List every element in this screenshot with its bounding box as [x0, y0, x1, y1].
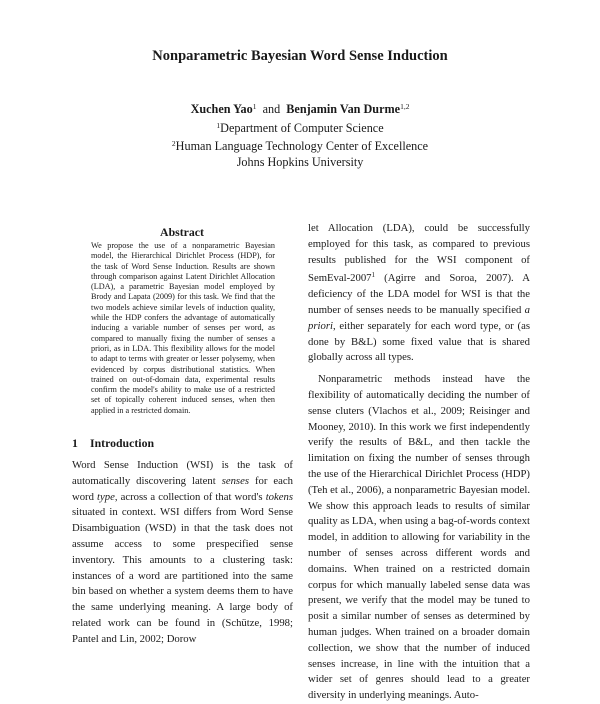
intro-paragraph	[72, 458, 293, 648]
intro-text-run: situated in context. WSI differs from Word Sense Disambiguation (WSD) in that the task does not assume access to some prespecified sense inventory. This amounts to a clustering task: instances of a word are partitioned into the same bin based on whether a system deems them to have the same underlying meaning. A large body of related work can be found in (Schütze, 1998; Pantel and Lin, 2002; Dorow	[72, 506, 293, 645]
abstract-heading: Abstract	[160, 225, 204, 239]
abstract-text: We propose the use of a nonparametric Bayesian model, the Hierarchical Dirichlet Process (HDP), for the task of Word Sense Induction. Results are shown through comparison against Latent Dirichlet Allocation (LDA), a parametric Bayesian model employed by Brody and Lapata (2009) for this task. We find that the two models achieve similar levels of induction quality, while the HDP confers the advantage of automatically inducing a variable number of senses per word, as compared to manually fixing the number of senses a priori, as in LDA. This flexibility allows for the model to adapt to terms with greater or lesser polysemy, when evidenced by corpus distributional statistics. When trained on out-of-domain data, experimental results confirm the model's ability to make use of a restricted set of topically coherent induced senses, when then applied in a restricted domain.	[91, 241, 275, 415]
author-2-name: Benjamin Van Durme	[286, 102, 401, 116]
author-1-affil-mark: 1	[252, 102, 257, 111]
author-1-name: Xuchen Yao	[190, 102, 253, 116]
footnote-marker: 1	[371, 271, 376, 280]
affiliation-3: Johns Hopkins University	[236, 154, 364, 169]
right-italic-a-priori: a priori	[308, 303, 530, 332]
section-title: Introduction	[90, 436, 155, 450]
intro-italic-senses: senses	[221, 474, 249, 487]
paper-title: Nonparametric Bayesian Word Sense Induction	[152, 48, 448, 64]
intro-text-run: for each word	[72, 474, 293, 503]
affiliation-2-mark: 2	[171, 139, 176, 148]
introduction-text	[72, 458, 293, 648]
right-paragraph-1	[308, 221, 530, 366]
author-conjunction: and	[262, 102, 281, 116]
intro-text-run: Word Sense Induction (WSI) is the task of automatically discovering latent	[72, 459, 293, 487]
section-heading	[72, 436, 292, 451]
affiliation-1-mark: 1	[216, 120, 221, 130]
affiliation-2	[0, 136, 600, 155]
author-2-affil-mark: 1,2	[400, 102, 410, 111]
author-names	[0, 99, 600, 118]
intro-italic-type: type	[97, 490, 115, 503]
intro-text-run: , across a collection of that word's	[114, 490, 266, 503]
affiliation-1	[0, 118, 600, 137]
right-text-run: , either separately for each word type, or (as done by B&L) some fixed value that is shared globally across all types.	[308, 319, 530, 364]
intro-italic-tokens: tokens	[265, 490, 293, 503]
right-text-run: (Agirre and Soroa, 2007). A deficiency of the LDA model for WSI is that the number of senses needs to be manually specified	[308, 272, 530, 316]
affiliation-1-text: Department of Computer Science	[220, 120, 384, 135]
right-text-run: let Allocation (LDA), could be successfully employed for this task, as compared to previous results published for the WSI component of SemEval-2007	[308, 222, 530, 285]
section-number: 1	[72, 436, 78, 450]
affiliation-2-text: Human Language Technology Center of Excellence	[175, 139, 429, 153]
author-block	[0, 99, 600, 170]
right-column-text	[308, 221, 530, 704]
right-paragraph-2: Nonparametric methods instead have the flexibility of automatically deciding the number of sense cluters (Vlachos et al., 2009; Reisinger and Mooney, 2010). In this work we first independently verify the results of B&L, and then tackle the limitation on fixing the number of senses through the use of the Hierarchical Dirichlet Process (HDP) (Teh et al., 2006), a nonparametric Bayesian model. We show this approach leads to results of similar quality as LDA, when using a bag-of-words context model, in addition to allowing for variability in the number of senses across different words and domains. When trained on a restricted domain corpus for which manually labeled sense data was present, we verify that the model may be tuned to posit a similar number of senses as determined by human judges. When trained on a broader domain collection, we show that the number of induced senses increase, in line with the intuition that a wider set of genres should lead to a greater diversity in underlying meanings. Auto-	[308, 373, 531, 702]
